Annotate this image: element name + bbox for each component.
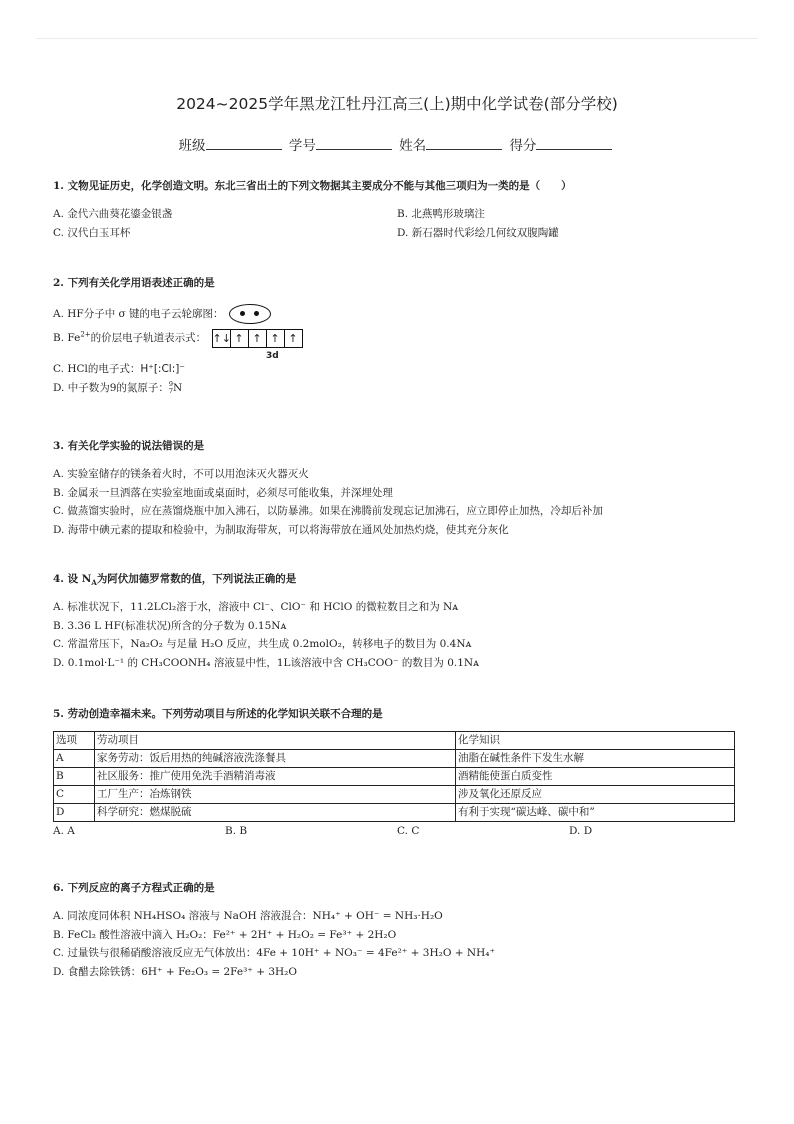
option-b[interactable]: B. 北燕鸭形玻璃注 bbox=[397, 208, 485, 220]
option-c[interactable]: C. 做蒸馏实验时，应在蒸馏烧瓶中加入沸石，以防暴沸。如果在沸腾前发现忘记加沸石，应立即停止加热，冷却后补加 bbox=[53, 505, 603, 517]
option-d-text: D. 中子数为9的氮原子： bbox=[53, 381, 169, 394]
id-label: 学号 bbox=[288, 138, 316, 154]
option-c[interactable]: C. C bbox=[397, 825, 420, 837]
class-blank[interactable] bbox=[206, 136, 282, 150]
electron-formula: H⁺[:Cl:]⁻ bbox=[140, 363, 185, 375]
option-d[interactable]: D. 新石器时代彩绘几何纹双腹陶罐 bbox=[397, 226, 559, 239]
orbital-box: ↑ bbox=[267, 330, 285, 347]
table-cell: 工厂生产：冶炼钢铁 bbox=[95, 786, 456, 804]
question-5-choices bbox=[53, 822, 753, 840]
option-b[interactable]: B. 3.36 L HF(标准状况)所含的分子数为 0.15Nᴀ bbox=[53, 619, 287, 632]
exam-title: 2024~2025学年黑龙江牡丹江高三(上)期中化学试卷(部分学校) bbox=[176, 95, 618, 113]
option-a[interactable]: A. 实验室储存的镁条着火时，不可以用泡沫灭火器灭火 bbox=[53, 468, 309, 480]
table-header: 劳动项目 bbox=[95, 732, 456, 750]
option-d[interactable]: D. 食醋去除铁锈：6H⁺ + Fe₂O₃ = 2Fe³⁺ + 3H₂O bbox=[53, 965, 297, 978]
question-1-row-2 bbox=[53, 224, 753, 243]
option-b[interactable]: B. 金属汞一旦洒落在实验室地面或桌面时，必须尽可能收集，并深埋处理 bbox=[53, 486, 393, 499]
mass-number: 9 bbox=[168, 380, 174, 388]
question-1 bbox=[53, 179, 753, 242]
table-cell: 科学研究：燃煤脱硫 bbox=[95, 804, 456, 822]
option-a[interactable]: A. A bbox=[53, 825, 75, 837]
score-label: 得分 bbox=[509, 138, 537, 154]
question-6 bbox=[53, 881, 753, 981]
option-d[interactable]: D. D bbox=[569, 825, 593, 837]
question-3 bbox=[53, 439, 753, 539]
question-6-stem: 6. 下列反应的离子方程式正确的是 bbox=[53, 882, 215, 894]
orbital-box: ↑↓ bbox=[212, 331, 231, 345]
option-d[interactable]: D. 0.1mol·L⁻¹ 的 CH₃COONH₄ 溶液显中性，1L该溶液中含 CH₃COO⁻ 的数目为 0.1Nᴀ bbox=[53, 656, 480, 669]
top-divider bbox=[36, 38, 758, 39]
option-c[interactable]: C. 过量铁与很稀硝酸溶液反应无气体放出：4Fe + 10H⁺ + NO₃⁻ = 4Fe²⁺ + 3H₂O + NH₄⁺ bbox=[53, 947, 496, 959]
question-4-stem bbox=[53, 572, 753, 586]
id-blank[interactable] bbox=[316, 136, 392, 150]
orbital-box: ↑ bbox=[231, 330, 249, 347]
option-c[interactable]: C. 汉代白玉耳杯 bbox=[53, 226, 131, 239]
table-row bbox=[54, 786, 735, 804]
orbital-box-diagram bbox=[212, 329, 303, 348]
question-2-stem: 2. 下列有关化学用语表述正确的是 bbox=[53, 277, 215, 289]
question-1-stem: 1. 文物见证历史，化学创造文明。东北三省出土的下列文物据其主要成分不能与其他三项归为一类的是（ ） bbox=[53, 180, 572, 192]
table-cell: 油脂在碱性条件下发生水解 bbox=[456, 750, 735, 768]
question-4-stem-post: 为阿伏加德罗常数的值，下列说法正确的是 bbox=[96, 573, 297, 585]
option-b[interactable]: B. B bbox=[225, 825, 248, 837]
student-info-line bbox=[0, 134, 794, 154]
table-header: 化学知识 bbox=[456, 732, 735, 750]
option-b-charge: 2+ bbox=[80, 330, 91, 339]
option-c[interactable] bbox=[53, 360, 753, 379]
option-a[interactable]: A. 金代六曲葵花鎏金银盏 bbox=[53, 208, 173, 220]
option-a-text: A. HF分子中 σ 键的电子云轮廓图： bbox=[53, 308, 224, 320]
question-4-stem-pre: 4. 设 N bbox=[53, 573, 92, 585]
name-blank[interactable] bbox=[426, 136, 502, 150]
table-row bbox=[54, 750, 735, 768]
option-b[interactable]: B. FeCl₂ 酸性溶液中滴入 H₂O₂：Fe²⁺ + 2H⁺ + H₂O₂ = Fe³⁺ + 2H₂O bbox=[53, 928, 397, 941]
option-a[interactable]: A. 标准状况下，11.2LCl₂溶于水，溶液中 Cl⁻、ClO⁻ 和 HClO 的微粒数目之和为 Nᴀ bbox=[53, 601, 459, 613]
option-c-text: C. HCl的电子式： bbox=[53, 363, 141, 375]
table-cell: 家务劳动：饭后用热的纯碱溶液洗涤餐具 bbox=[95, 750, 456, 768]
option-b-post: 的价层电子轨道表示式： bbox=[90, 332, 207, 344]
question-2 bbox=[53, 276, 753, 397]
table-row bbox=[54, 804, 735, 822]
question-3-stem: 3. 有关化学实验的说法错误的是 bbox=[53, 440, 205, 452]
element-symbol: N bbox=[173, 381, 183, 394]
question-5 bbox=[53, 707, 753, 840]
table-cell: 涉及氧化还原反应 bbox=[456, 786, 735, 804]
option-a[interactable]: A. 同浓度同体积 NH₄HSO₄ 溶液与 NaOH 溶液混合：NH₄⁺ + OH⁻ = NH₃·H₂O bbox=[53, 910, 443, 922]
table-cell: 有利于实现“碳达峰、碳中和” bbox=[456, 804, 735, 822]
table-header: 选项 bbox=[54, 732, 95, 750]
question-5-table bbox=[53, 731, 735, 822]
score-blank[interactable] bbox=[536, 136, 612, 150]
option-d[interactable] bbox=[53, 379, 753, 398]
option-b[interactable] bbox=[53, 326, 753, 350]
table-cell: 酒精能使蛋白质变性 bbox=[456, 768, 735, 786]
table-cell: C bbox=[54, 786, 95, 804]
table-cell: B bbox=[54, 768, 95, 786]
question-5-stem: 5. 劳动创造幸福未来。下列劳动项目与所述的化学知识关联不合理的是 bbox=[53, 708, 383, 720]
option-a[interactable] bbox=[53, 302, 753, 326]
class-label: 班级 bbox=[178, 138, 206, 154]
orbital-box: ↑ bbox=[288, 331, 298, 345]
question-4-stem-sub: A bbox=[91, 578, 97, 588]
table-cell: A bbox=[54, 750, 95, 768]
question-1-row-1 bbox=[53, 205, 753, 224]
table-row bbox=[54, 768, 735, 786]
option-d[interactable]: D. 海带中碘元素的提取和检验中，为制取海带灰，可以将海带放在通风处加热灼烧，使其充分灰化 bbox=[53, 523, 509, 536]
table-cell: D bbox=[54, 804, 95, 822]
table-header-row bbox=[54, 732, 735, 750]
question-4 bbox=[53, 572, 753, 672]
atomic-number: 7 bbox=[168, 386, 174, 395]
option-b-pre: B. Fe bbox=[53, 332, 81, 344]
option-c[interactable]: C. 常温常压下，Na₂O₂ 与足量 H₂O 反应，共生成 0.2molO₂，转移电子的数目为 0.4Nᴀ bbox=[53, 638, 472, 650]
orbital-label: 3d bbox=[266, 351, 279, 361]
orbital-box: ↑ bbox=[249, 330, 267, 347]
sigma-orbital-diagram-icon bbox=[229, 304, 271, 324]
table-cell: 社区服务：推广使用免洗手酒精消毒液 bbox=[95, 768, 456, 786]
name-label: 姓名 bbox=[399, 138, 427, 154]
